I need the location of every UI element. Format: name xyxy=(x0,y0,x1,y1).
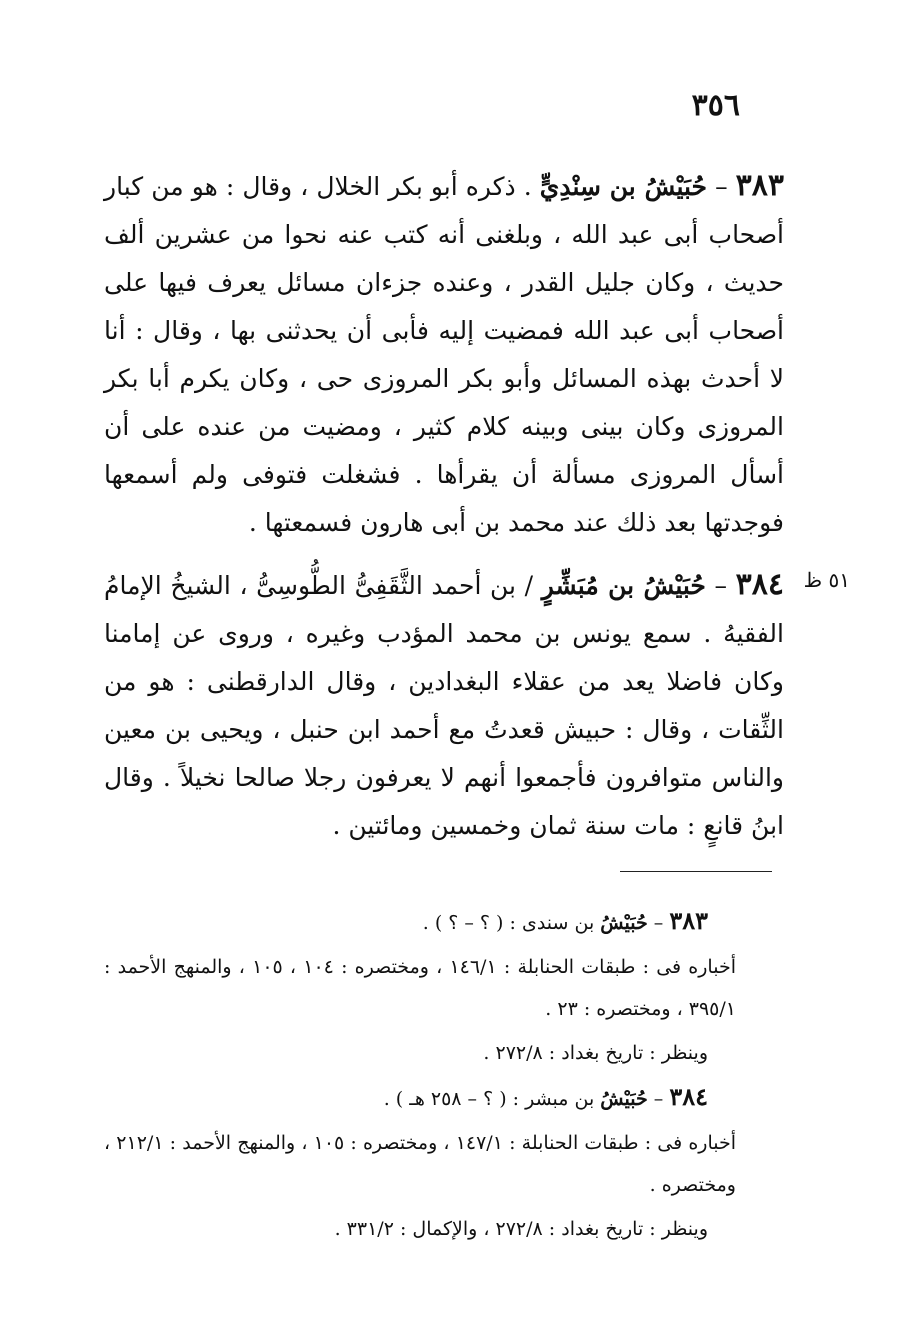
footnote-number: ٣٨٤ xyxy=(669,1082,708,1111)
footnote-dash: – xyxy=(653,912,664,934)
footnote-line: أخباره فى : طبقات الحنابلة : ١٤٦/١ ، ومختصره : ١٠٤ ، ١٠٥ ، والمنهج الأحمد : ٣٩٥/١ ، ومختصره : ٢٣ . xyxy=(104,956,736,1020)
footnote-heading-rest: بن سندى : ( ؟ – ؟ ) . xyxy=(422,912,595,934)
entry-text: / بن أحمد الثَّقَفِىُّ الطُّوسِىُّ ، الشيخُ الإمامُ الفقيهُ . سمع يونس بن محمد المؤدب وغيره ، وروى عن إمامنا وكان فاضلا يعد من عقلاء البغدادين ، وقال الدارقطنى : هو من الثِّقات ، وقال : حبيش قعدتُ مع أحمد ابن حنبل ، ويحيى بن معين والناس متوافرون فأجمعوا أنهم لا يعرفون رجلا صالحا نخيلاً . وقال ابنُ قانعٍ : مات سنة ثمان وخمسين ومائتين . xyxy=(104,571,784,840)
main-text xyxy=(104,162,784,864)
entry-384 xyxy=(104,561,784,850)
footnote-line: أخباره فى : طبقات الحنابلة : ١٤٧/١ ، ومختصره : ١٠٥ ، والمنهج الأحمد : ٢١٢/١ ، ومختصره . xyxy=(104,1132,736,1196)
footnote-line: وينظر : تاريخ بغداد : ٢٧٢/٨ ، والإكمال : ٣٣١/٢ . xyxy=(334,1218,708,1240)
footnote-name: حُبَيْشُ xyxy=(600,1088,648,1110)
footnote-heading-rest: بن مبشر : ( ؟ – ٢٥٨ هـ ) . xyxy=(383,1088,595,1110)
footnote-383 xyxy=(104,900,736,1074)
entry-name: حُبَيْشُ بن سِنْدِيٍّ xyxy=(539,172,708,201)
entry-dash: – xyxy=(715,172,728,201)
footnote-heading xyxy=(104,900,736,944)
footnote-384 xyxy=(104,1076,736,1250)
footnote-name: حُبَيْشُ xyxy=(600,912,648,934)
footnote-line: وينظر : تاريخ بغداد : ٢٧٢/٨ . xyxy=(483,1042,708,1064)
footnote-dash: – xyxy=(653,1088,664,1110)
footnote-heading xyxy=(104,1076,736,1120)
page-number: ٣٥٦ xyxy=(691,88,740,123)
entry-number: ٣٨٣ xyxy=(735,168,785,203)
entry-383 xyxy=(104,162,784,547)
footnotes xyxy=(104,900,736,1252)
manuscript-folio-note: ٥١ ظ xyxy=(803,568,850,592)
entry-dash: – xyxy=(714,571,728,600)
entry-number: ٣٨٤ xyxy=(735,567,784,602)
entry-text: . ذكره أبو بكر الخلال ، وقال : هو من كبار أصحاب أبى عبد الله ، وبلغنى أنه كتب عنه نحوا من عشرين ألف حديث ، وكان جليل القدر ، وعنده جزءان مسائل يعرف فيها على أصحاب أبى عبد الله فمضيت إليه فأبى أن يحدثنى بها ، وقال : أنا لا أحدث بهذه المسائل وأبو بكر المروزى حى ، وكان يكرم أبا بكر المروزى وكان بينى وبينه كلام كثير ، ومضيت من عنده على أن أسأل المروزى مسألة أن يقرأها . فشغلت فتوفى ولم أسمعها فوجدتها بعد ذلك عند محمد بن أبى هارون فسمعتها . xyxy=(104,172,784,537)
footnote-divider xyxy=(620,871,772,872)
entry-name: حُبَيْشُ بن مُبَشِّرٍ xyxy=(541,571,706,600)
footnote-number: ٣٨٣ xyxy=(669,906,708,935)
